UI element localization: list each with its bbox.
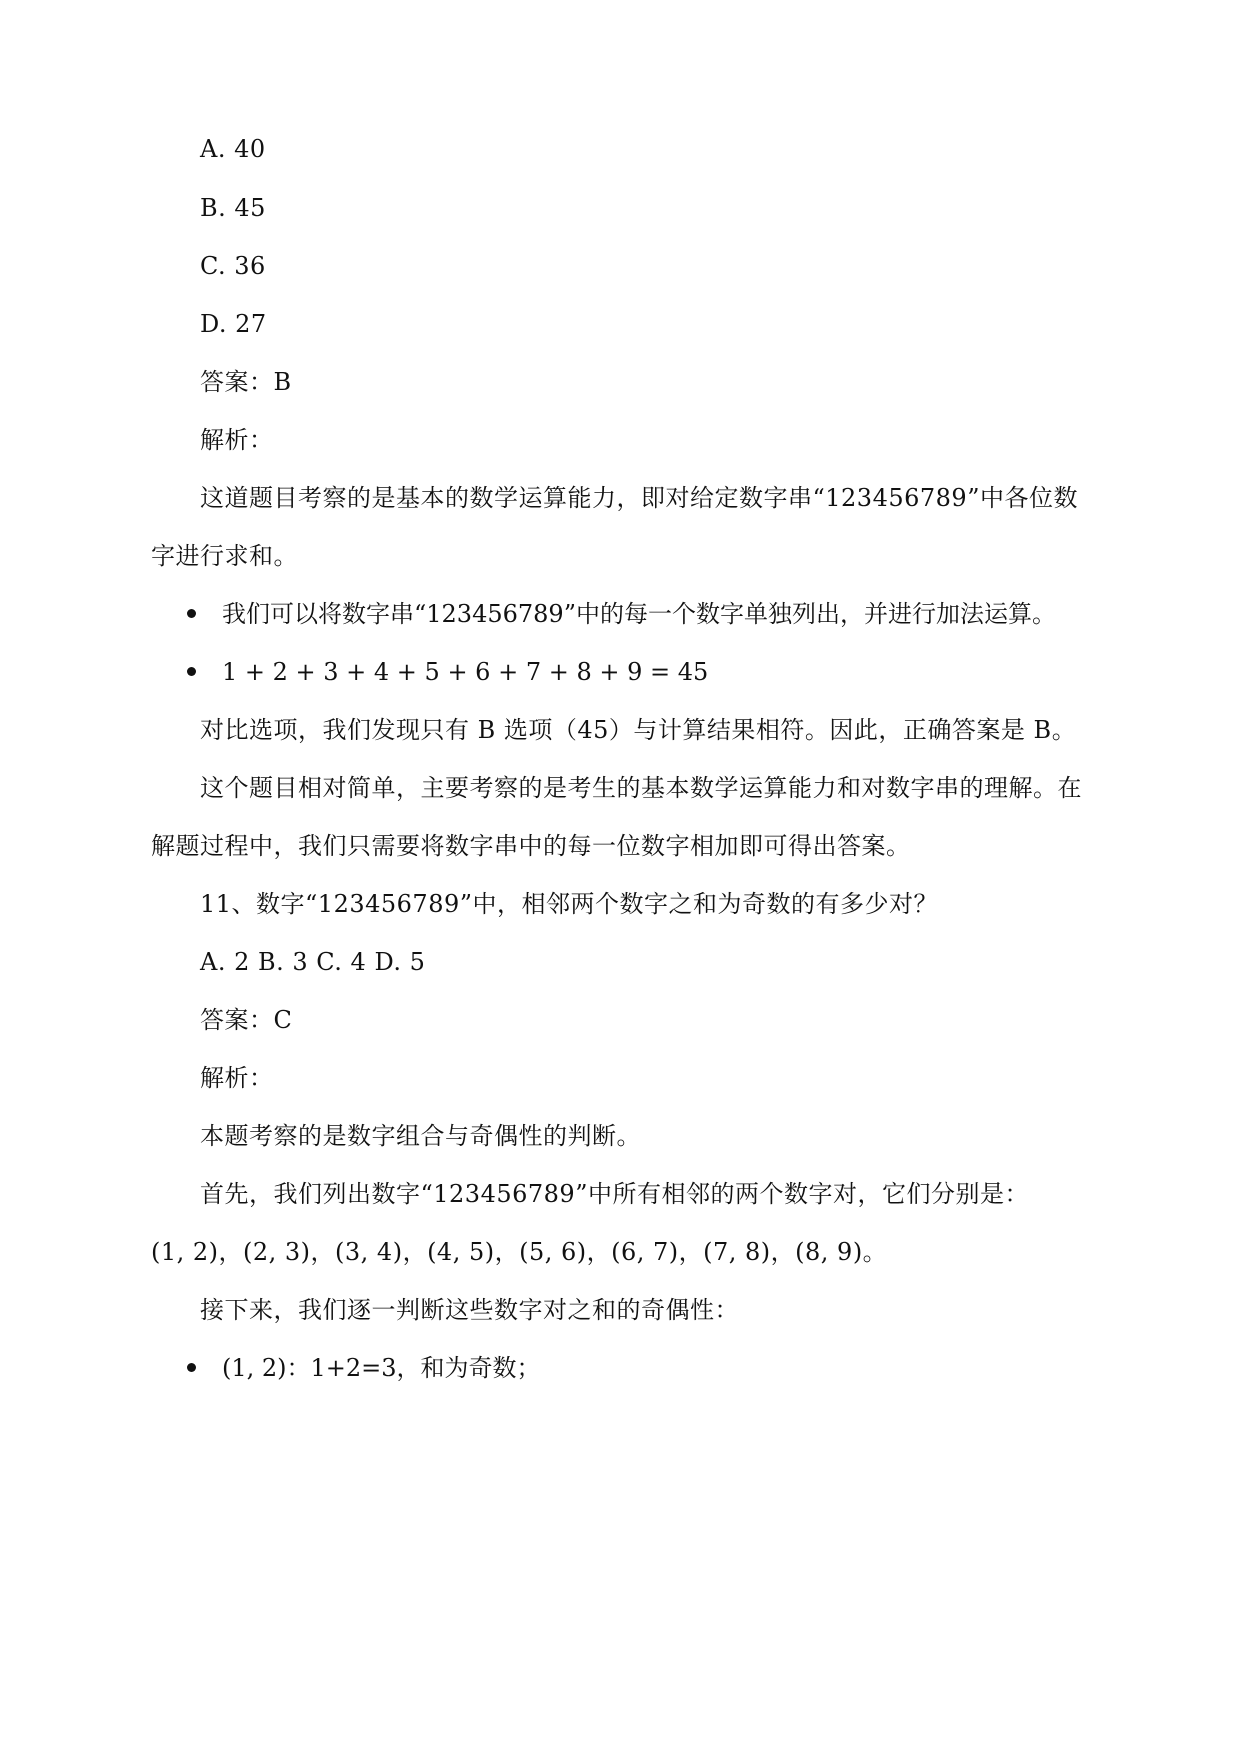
q10-conclusion: 对比选项，我们发现只有 B 选项（45）与计算结果相符。因此，正确答案是 B。 bbox=[200, 716, 1077, 744]
q10-bullet-text: 1 + 2 + 3 + 4 + 5 + 6 + 7 + 8 + 9 = 45 bbox=[222, 658, 709, 686]
q11-bullet-item bbox=[187, 1353, 541, 1383]
q10-answer: 答案：B bbox=[200, 368, 292, 396]
q10-summary-line-1: 这个题目相对简单，主要考察的是考生的基本数学运算能力和对数字串的理解。在 bbox=[200, 774, 1082, 802]
q11-analysis-paragraph-3: 接下来，我们逐一判断这些数字对之和的奇偶性： bbox=[200, 1296, 739, 1324]
q10-bullet-text: 我们可以将数字串“123456789”中的每一个数字单独列出，并进行加法运算。 bbox=[222, 600, 1056, 628]
bullet-dot-icon bbox=[187, 1363, 196, 1372]
q10-option-c: C. 36 bbox=[200, 252, 266, 280]
q11-bullet-text: (1, 2)：1+2=3，和为奇数； bbox=[222, 1354, 541, 1382]
q10-analysis-label: 解析： bbox=[200, 426, 274, 454]
q11-analysis-paragraph-2-line-2: (1, 2)，(2, 3)，(3, 4)，(4, 5)，(5, 6)，(6, 7)，(7, 8)，(8, 9)。 bbox=[151, 1238, 888, 1266]
q11-analysis-paragraph-1: 本题考察的是数字组合与奇偶性的判断。 bbox=[200, 1122, 641, 1150]
bullet-dot-icon bbox=[187, 609, 196, 618]
q11-options: A. 2 B. 3 C. 4 D. 5 bbox=[200, 948, 426, 976]
q10-analysis-paragraph-line-1: 这道题目考察的是基本的数学运算能力，即对给定数字串“123456789”中各位数 bbox=[200, 484, 1078, 512]
q10-option-d: D. 27 bbox=[200, 310, 267, 338]
q10-bullet-item bbox=[187, 599, 1056, 629]
q10-summary-line-2: 解题过程中，我们只需要将数字串中的每一位数字相加即可得出答案。 bbox=[151, 832, 911, 860]
q11-question: 11、数字“123456789”中，相邻两个数字之和为奇数的有多少对？ bbox=[200, 890, 939, 918]
q11-analysis-paragraph-2-line-1: 首先，我们列出数字“123456789”中所有相邻的两个数字对，它们分别是： bbox=[200, 1180, 1029, 1208]
q10-analysis-paragraph-line-2: 字进行求和。 bbox=[151, 542, 298, 570]
q11-analysis-label: 解析： bbox=[200, 1064, 274, 1092]
bullet-dot-icon bbox=[187, 667, 196, 676]
q11-answer: 答案：C bbox=[200, 1006, 293, 1034]
q10-option-a: A. 40 bbox=[200, 135, 266, 163]
q10-bullet-item bbox=[187, 657, 708, 687]
q10-option-b: B. 45 bbox=[200, 194, 266, 222]
